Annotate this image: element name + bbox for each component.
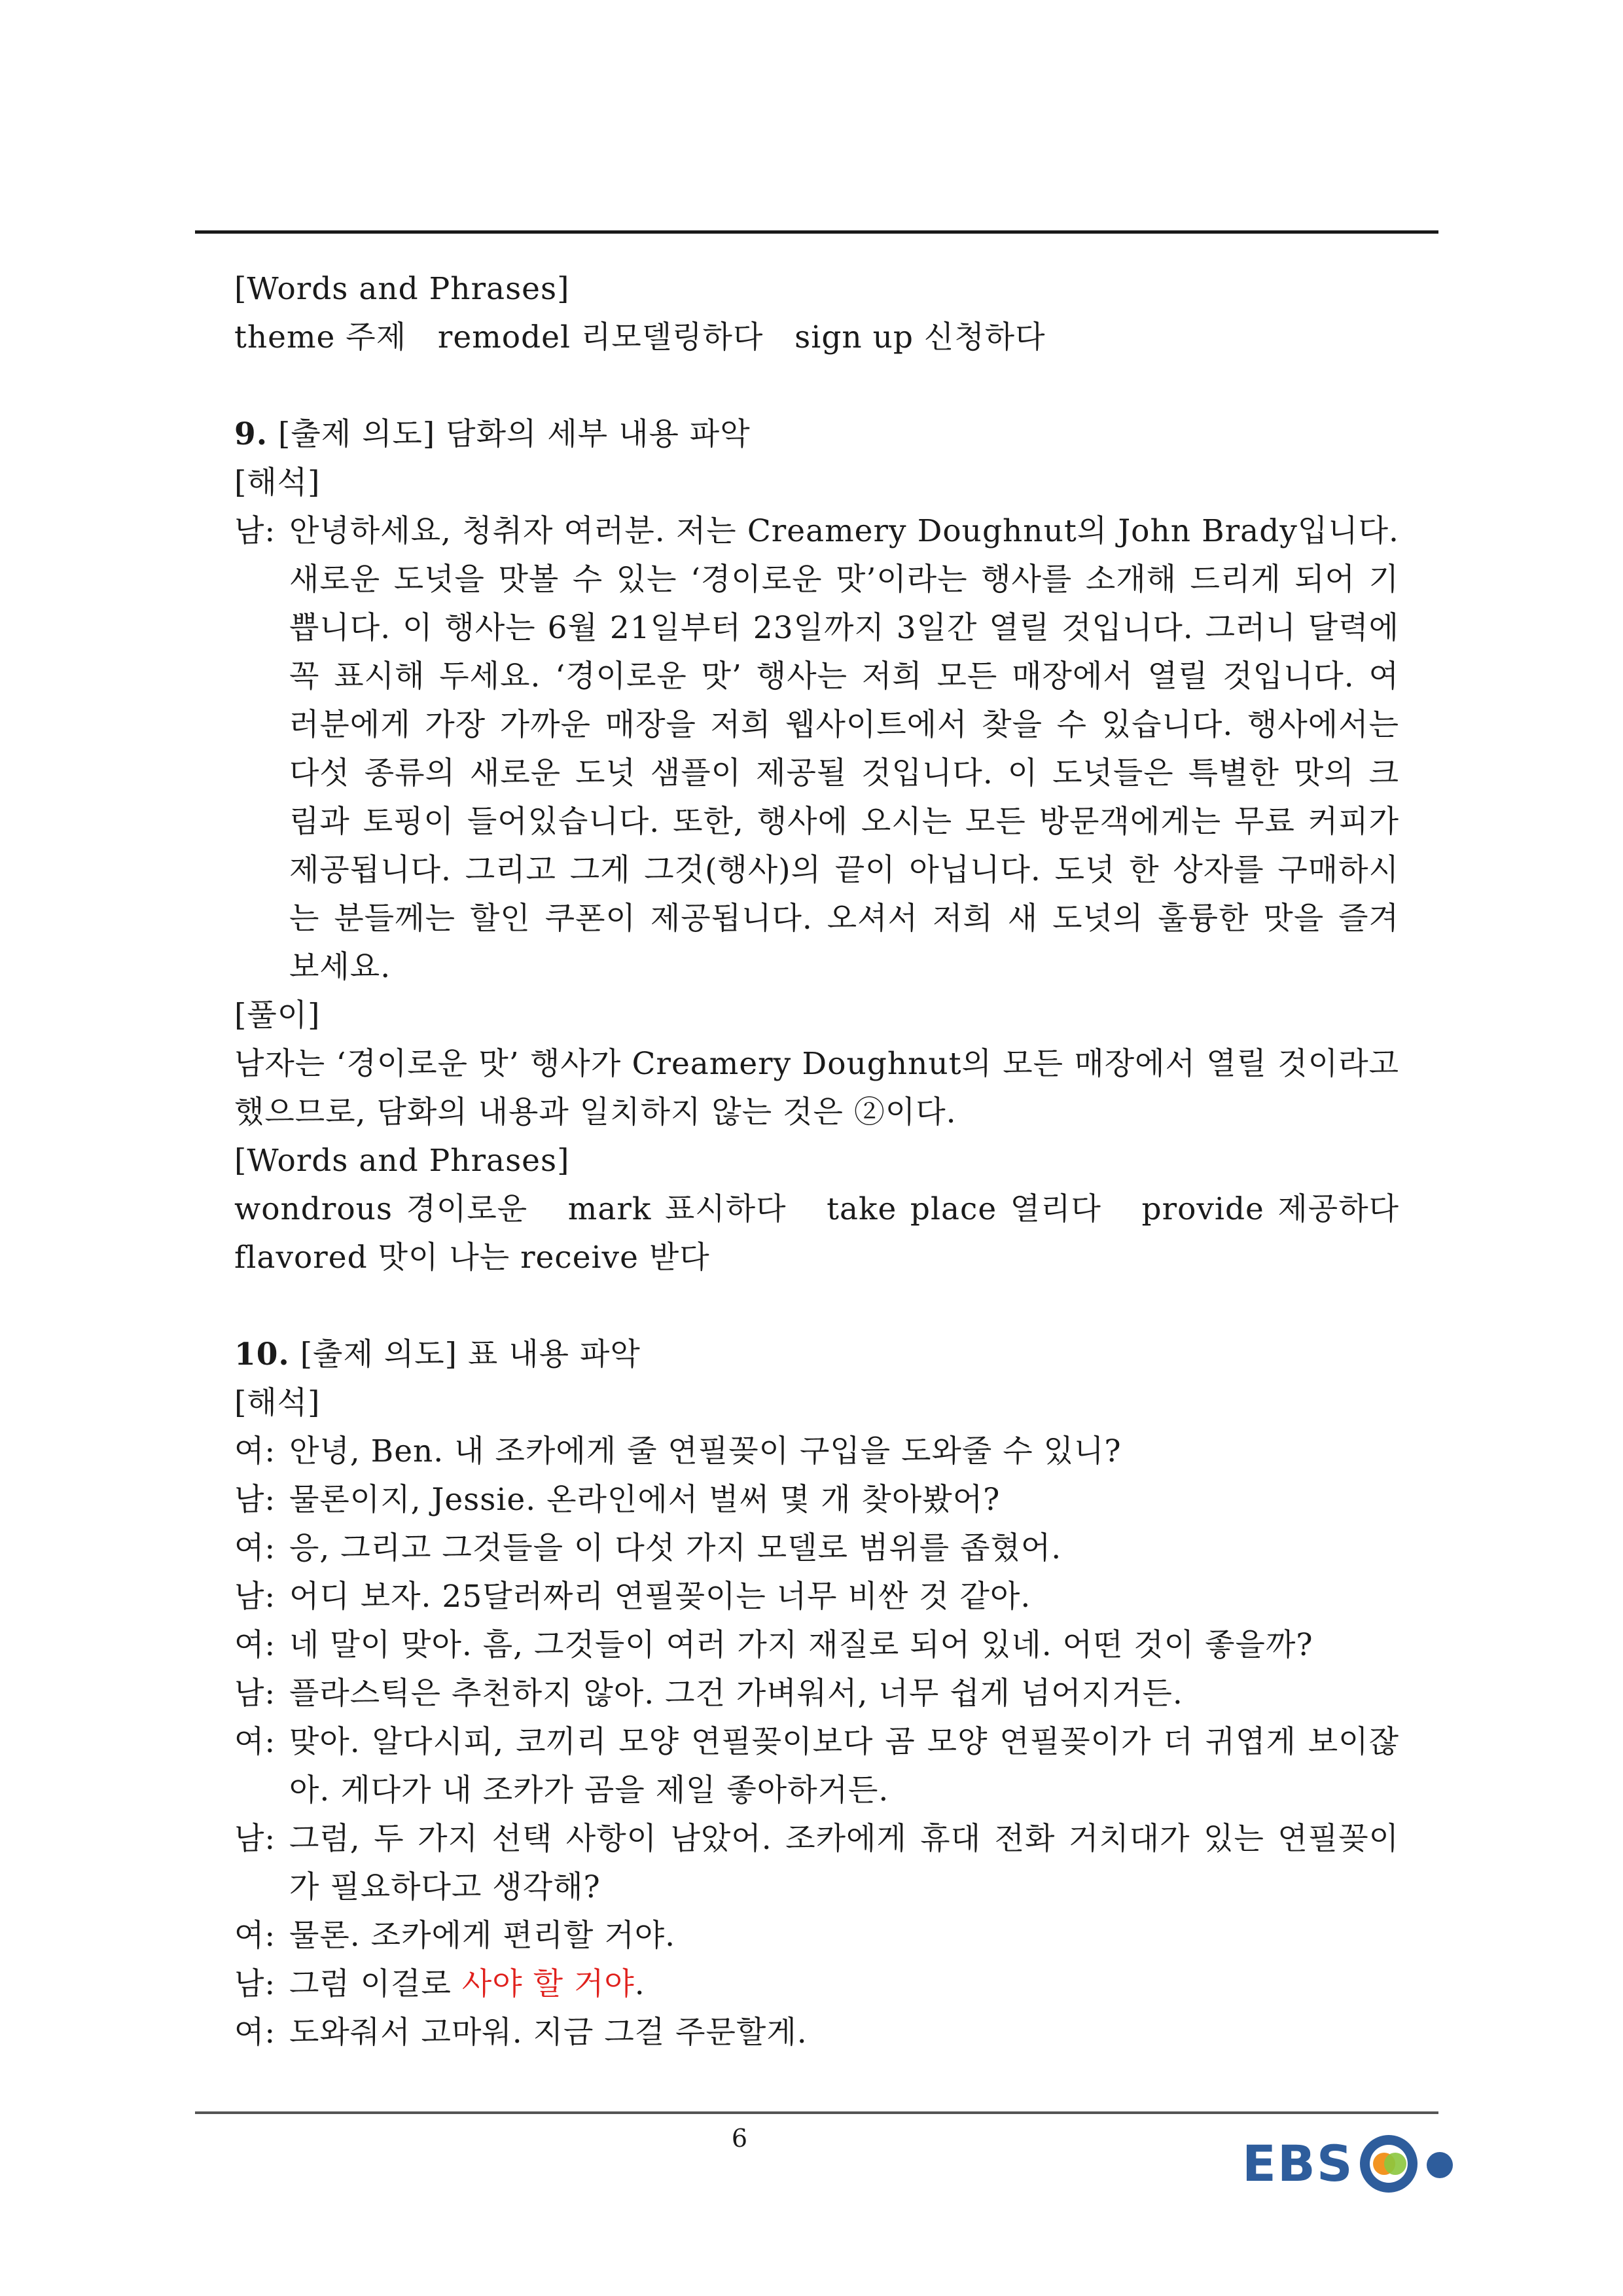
dialogue-line <box>234 1912 1399 1960</box>
q9-number: 9. <box>234 416 268 452</box>
q9-wp-line: wondrous 경이로운 mark 표시하다 take place 열리다 provide 제공하다 <box>234 1191 1399 1227</box>
dialogue-line <box>234 1670 1399 1718</box>
speaker-label: 여: <box>234 1918 276 1954</box>
q10-interp-label: [해석] <box>234 1385 321 1421</box>
dialogue-text-tail: . <box>634 1966 645 2002</box>
q9-text-line: 다섯 종류의 새로운 도넛 샘플이 제공될 것입니다. 이 도넛들은 특별한 맛의 크 <box>289 755 1399 791</box>
speaker-label: 남: <box>234 1821 276 1857</box>
q10-number: 10. <box>234 1336 290 1372</box>
speaker-label: 남: <box>234 1482 276 1518</box>
q9-solution-line: 남자는 ‘경이로운 맛’ 행사가 Creamery Doughnut의 모든 매장에서 열릴 것이라고 <box>234 1046 1399 1082</box>
dialogue-line <box>234 1960 1399 2009</box>
header-rule <box>195 230 1438 234</box>
dialogue-line <box>234 1573 1399 1621</box>
q9-wp-heading: [Words and Phrases] <box>234 1143 570 1179</box>
dialogue-text-plain: 그럼 이걸로 <box>289 1966 462 2002</box>
dialogue-line <box>234 1427 1399 1476</box>
speaker-label: 남: <box>234 1676 276 1712</box>
dialogue-text: 어디 보자. 25달러짜리 연필꽂이는 너무 비싼 것 같아. <box>289 1579 1031 1615</box>
speaker-label: 여: <box>234 1530 276 1566</box>
q9-text-line: 는 분들께는 할인 쿠폰이 제공됩니다. 오셔서 저희 새 도넛의 훌륭한 맛을 즐겨 <box>289 901 1399 937</box>
q9-interp-label: [해석] <box>234 465 321 501</box>
dialogue-text: 네 말이 맞아. 흠, 그것들이 여러 가지 재질로 되어 있네. 어떤 것이 좋을까? <box>289 1627 1313 1663</box>
dialogue-text: 물론이지, Jessie. 온라인에서 벌써 몇 개 찾아봤어? <box>289 1482 1001 1518</box>
q9-monologue-line <box>234 507 1399 556</box>
speaker-label: 남: <box>234 1966 276 2002</box>
dialogue-line <box>234 2009 1399 2057</box>
dialogue-text: 플라스틱은 추천하지 않아. 그건 가벼워서, 너무 쉽게 넘어지거든. <box>289 1676 1183 1712</box>
dialogue-text: 도와줘서 고마워. 지금 그걸 주문할게. <box>289 2015 808 2051</box>
ebs-logo-mark-icon <box>1355 2132 1458 2195</box>
dialogue-text: 응, 그리고 그것들을 이 다섯 가지 모델로 범위를 좁혔어. <box>289 1530 1062 1566</box>
dialogue-continuation: 가 필요하다고 생각해? <box>289 1869 601 1905</box>
q9-wp-line: flavored 맛이 나는 receive 받다 <box>234 1240 710 1276</box>
q9-solution-label: [풀이] <box>234 997 321 1033</box>
speaker-label: 여: <box>234 1724 276 1760</box>
speaker-label: 남: <box>234 1579 276 1615</box>
dialogue-text <box>289 1960 645 2009</box>
speaker-label: 여: <box>234 1627 276 1663</box>
logo-small-blue-dot <box>1427 2152 1453 2178</box>
ebs-logo <box>1242 2132 1458 2195</box>
dialogue-line <box>234 1815 1399 1863</box>
q9-solution-line: 했으므로, 담화의 내용과 일치하지 않는 것은 ②이다. <box>234 1094 957 1130</box>
q9-text-line: 안녕하세요, 청취자 여러분. 저는 Creamery Doughnut의 John Brady입니다. <box>289 513 1399 549</box>
dialogue-text: 그럼, 두 가지 선택 사항이 남았어. 조카에게 휴대 전화 거치대가 있는 연필꽂이 <box>289 1821 1399 1857</box>
q9-text-line: 새로운 도넛을 맛볼 수 있는 ‘경이로운 맛’이라는 행사를 소개해 드리게 되어 기 <box>289 562 1399 598</box>
q9-text-line: 제공됩니다. 그리고 그게 그것(행사)의 끝이 아닙니다. 도넛 한 상자를 구매하시 <box>289 852 1399 888</box>
highlighted-answer: 사야 할 거야 <box>461 1966 635 2002</box>
dialogue-continuation: 아. 게다가 내 조카가 곰을 제일 좋아하거든. <box>289 1772 889 1808</box>
q9-text-line: 쁩니다. 이 행사는 6월 21일부터 23일까지 3일간 열릴 것입니다. 그러니 달력에 <box>289 610 1399 646</box>
ebs-logo-text: EBS <box>1242 2134 1354 2193</box>
footer-rule <box>195 2111 1438 2114</box>
dialogue-line <box>234 1718 1399 1767</box>
dialogue-line <box>234 1621 1399 1670</box>
page-number: 6 <box>731 2124 748 2153</box>
dialogue-text: 맞아. 알다시피, 코끼리 모양 연필꽂이보다 곰 모양 연필꽂이가 더 귀엽게 보이잖 <box>289 1724 1399 1760</box>
speaker-label: 남: <box>234 513 276 549</box>
q9-text-line: 꼭 표시해 두세요. ‘경이로운 맛’ 행사는 저희 모든 매장에서 열릴 것입니다. 여 <box>289 658 1399 694</box>
q9-heading <box>234 410 1399 459</box>
dialogue-line <box>234 1476 1399 1524</box>
q9-text-line: 보세요. <box>289 949 391 985</box>
q9-text-line: 러분에게 가장 가까운 매장을 저희 웹사이트에서 찾을 수 있습니다. 행사에서는 <box>289 707 1399 743</box>
q10-title: [출제 의도] 표 내용 파악 <box>289 1336 641 1372</box>
dialogue-text: 물론. 조카에게 편리할 거야. <box>289 1918 676 1954</box>
logo-green-dot <box>1384 2153 1406 2175</box>
dialogue-text: 안녕, Ben. 내 조카에게 줄 연필꽂이 구입을 도와줄 수 있니? <box>289 1433 1122 1469</box>
page-content <box>234 265 1399 2057</box>
q10-heading <box>234 1331 1399 1379</box>
q9-title: [출제 의도] 담화의 세부 내용 파악 <box>268 416 751 452</box>
dialogue-line <box>234 1524 1399 1573</box>
speaker-label: 여: <box>234 2015 276 2051</box>
q9-text-line: 림과 토핑이 들어있습니다. 또한, 행사에 오시는 모든 방문객에게는 무료 커피가 <box>289 804 1399 840</box>
wp8-heading: [Words and Phrases] <box>234 271 570 307</box>
speaker-label: 여: <box>234 1433 276 1469</box>
wp8-line: theme 주제 remodel 리모델링하다 sign up 신청하다 <box>234 319 1046 355</box>
